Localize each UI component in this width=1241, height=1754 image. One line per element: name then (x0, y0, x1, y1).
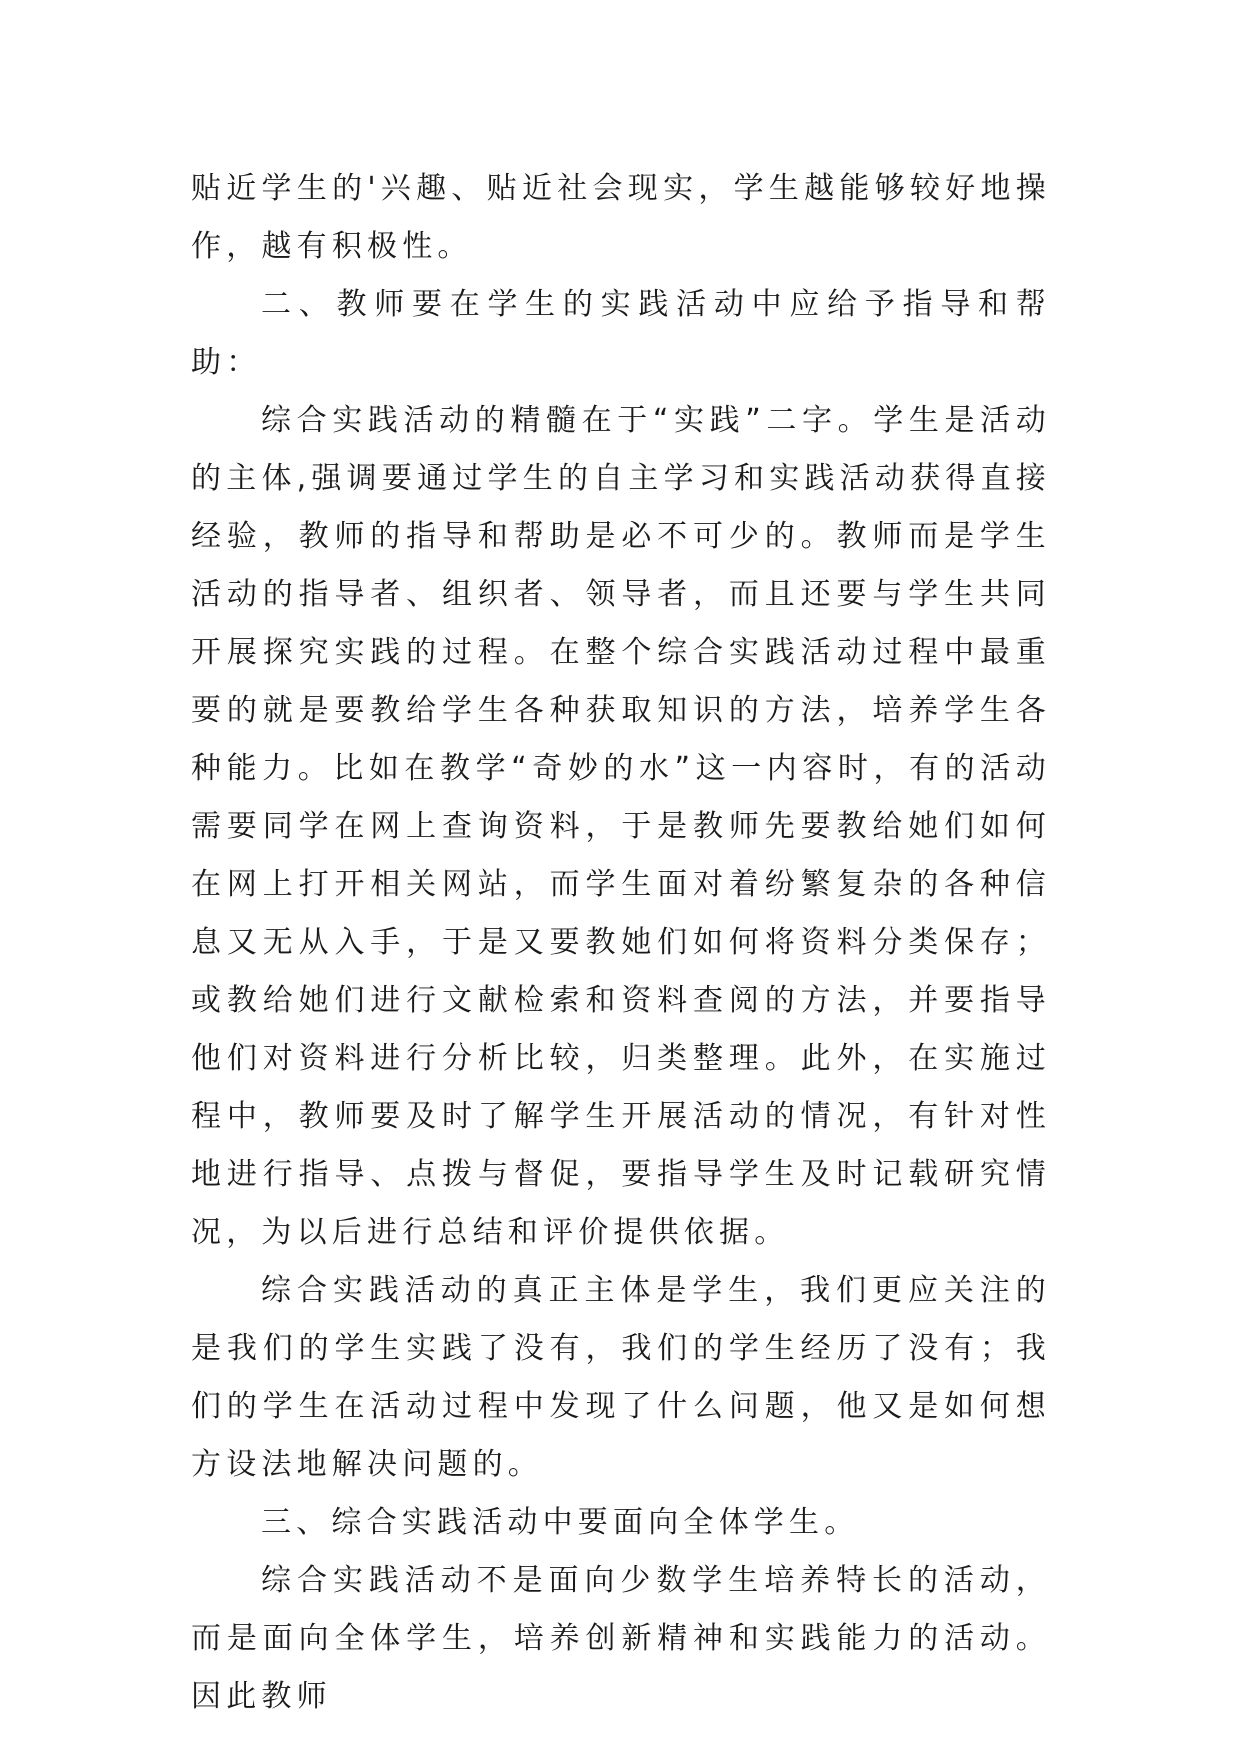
paragraph-practice-guidance: 综合实践活动的精髓在于“实践”二字。学生是活动的主体,强调要通过学生的自主学习和实践活动获得直接经验，教师的指导和帮助是必不可少的。教师而是学生活动的指导者、组织者、领导者，而且还要与学生共同开展探究实践的过程。在整个综合实践活动过程中最重要的就是要教给学生各种获取知识的方法，培养学生各种能力。比如在教学“奇妙的水”这一内容时，有的活动需要同学在网上查询资料，于是教师先要教给她们如何在网上打开相关网站，而学生面对着纷繁复杂的各种信息又无从入手，于是又要教她们如何将资料分类保存；或教给她们进行文献检索和资料查阅的方法，并要指导他们对资料进行分析比较，归类整理。此外，在实施过程中，教师要及时了解学生开展活动的情况，有针对性地进行指导、点拨与督促，要指导学生及时记载研究情况，为以后进行总结和评价提供依据。 (191, 403, 1051, 1250)
paragraph-continuation: 贴近学生的'兴趣、贴近社会现实，学生越能够较好地操作，越有积极性。 (191, 171, 1051, 264)
document-body (191, 160, 1051, 1726)
section-heading-2: 二、教师要在学生的实践活动中应给予指导和帮助： (191, 287, 1051, 380)
section-heading-3: 三、综合实践活动中要面向全体学生。 (261, 1505, 860, 1540)
paragraph-student-subject: 综合实践活动的真正主体是学生，我们更应关注的是我们的学生实践了没有，我们的学生经历了没有；我们的学生在活动过程中发现了什么问题，他又是如何想方设法地解决问题的。 (191, 1273, 1051, 1482)
paragraph-all-students: 综合实践活动不是面向少数学生培养特长的活动，而是面向全体学生，培养创新精神和实践能力的活动。因此教师 (191, 1563, 1051, 1714)
